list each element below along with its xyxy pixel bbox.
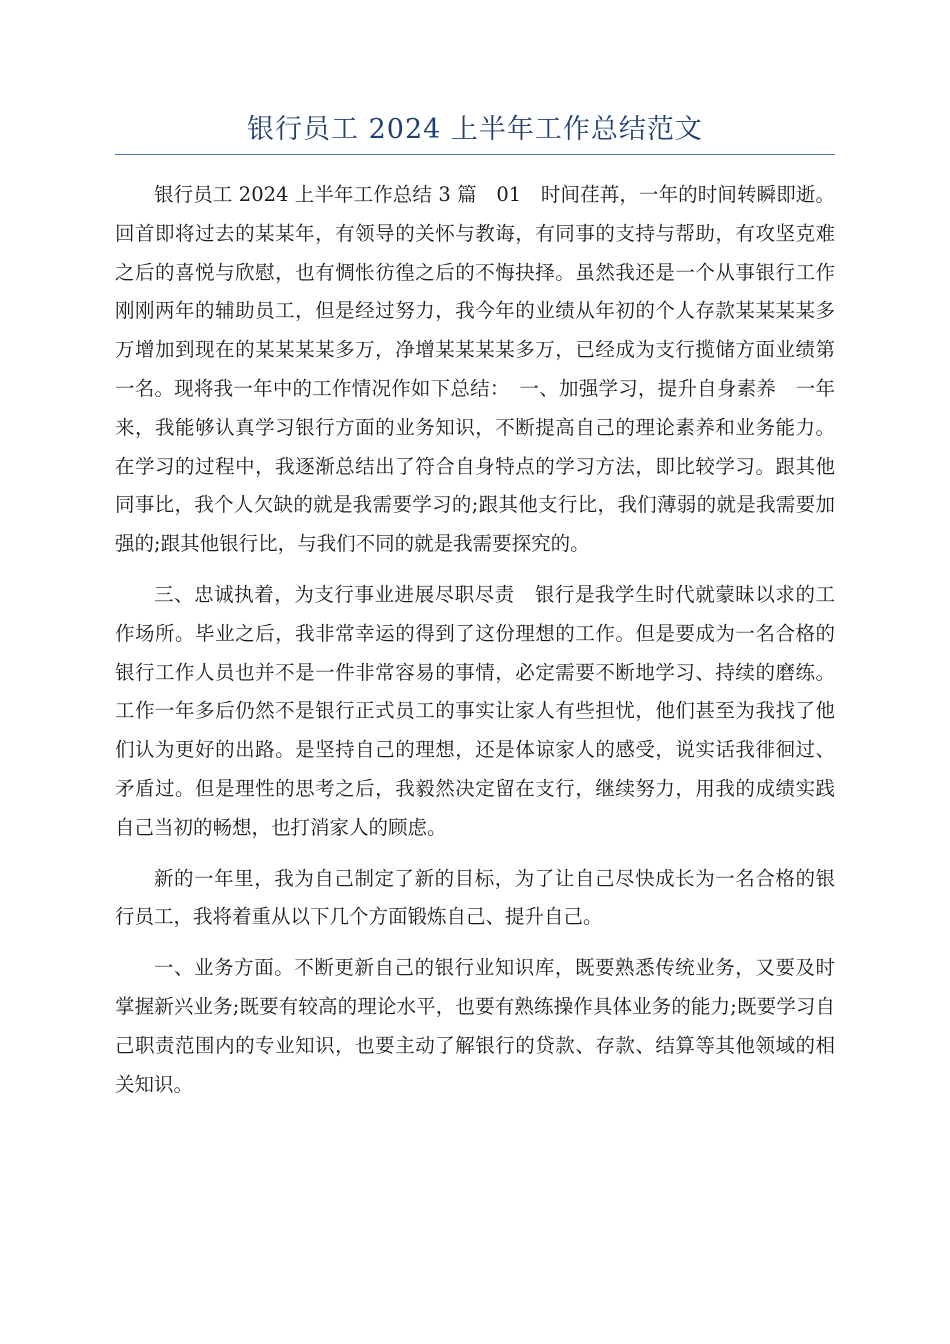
document-body [115, 176, 835, 1116]
paragraph-4: 一、业务方面。不断更新自己的银行业知识库，既要熟悉传统业务，又要及时掌握新兴业务;既要有较高的理论水平，也要有熟练操作具体业务的能力;既要学习自己职责范围内的专业知识，也要主动了解银行的贷款、存款、结算等其他领域的相关知识。 [115, 956, 835, 1096]
paragraph-3: 新的一年里，我为自己制定了新的目标，为了让自己尽快成长为一名合格的银行员工，我将着重从以下几个方面锻炼自己、提升自己。 [115, 866, 835, 929]
paragraph-1: 银行员工 2024 上半年工作总结 3 篇 01 时间荏苒，一年的时间转瞬即逝。回首即将过去的某某年，有领导的关怀与教诲，有同事的支持与帮助，有攻坚克难之后的喜悦与欣慰，也有惆怅彷徨之后的不悔抉择。虽然我还是一个从事银行工作刚刚两年的辅助员工，但是经过努力，我今年的业绩从年初的个人存款某某某某多万增加到现在的某某某某多万，净增某某某某多万，已经成为支行揽储方面业绩第一名。现将我一年中的工作情况作如下总结： 一、加强学习，提升自身素养 一年来，我能够认真学习银行方面的业务知识，不断提高自己的理论素养和业务能力。在学习的过程中，我逐渐总结出了符合自身特点的学习方法，即比较学习。跟其他同事比，我个人欠缺的就是我需要学习的;跟其他支行比，我们薄弱的就是我需要加强的;跟其他银行比，与我们不同的就是我需要探究的。 [115, 183, 835, 556]
paragraph-2: 三、忠诚执着，为支行事业进展尽职尽责 银行是我学生时代就蒙昧以求的工作场所。毕业之后，我非常幸运的得到了这份理想的工作。但是要成为一名合格的银行工作人员也并不是一件非常容易的事情，必定需要不断地学习、持续的磨练。工作一年多后仍然不是银行正式员工的事实让家人有些担忧，他们甚至为我找了他们认为更好的出路。是坚持自己的理想，还是体谅家人的感受，说实话我徘徊过、矛盾过。但是理性的思考之后，我毅然决定留在支行，继续努力，用我的成绩实践自己当初的畅想，也打消家人的顾虑。 [115, 582, 835, 839]
document-title: 银行员工 2024 上半年工作总结范文 [247, 114, 703, 145]
title-underline [115, 154, 835, 155]
